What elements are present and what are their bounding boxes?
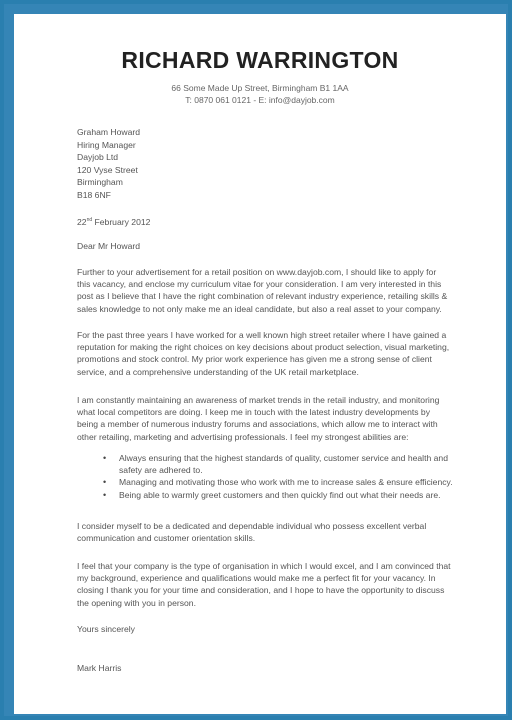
letter-date	[77, 214, 150, 228]
paragraph-line: the opening with you in person.	[77, 597, 196, 608]
recipient-line: B18 6NF	[77, 189, 111, 200]
list-item-text: Managing and motivating those who work with me to increase sales & ensure efficiency.	[119, 477, 453, 488]
list-item-text: Being able to warmly greet customers and then quickly find out what their needs are.	[119, 489, 441, 500]
bullet-icon: •	[103, 453, 107, 463]
abilities-list	[77, 452, 477, 501]
recipient-address	[77, 126, 140, 202]
paragraph-line: post as I believe that I have the right combination of relevant industry experience, retailing skills &	[77, 291, 448, 302]
paragraph-line: closing I thank you for your time and consideration, and I hope to have the opportunity to discuss	[77, 585, 445, 596]
paragraph-line: communication and customer orientation skills.	[77, 533, 256, 544]
paragraph-5	[77, 560, 472, 609]
paragraph-line: For the past three years I have worked for a well known high street retailer where I have gained a	[77, 330, 447, 340]
paragraph-2	[77, 329, 472, 378]
paragraph-line: Further to your advertisement for a retail position on www.dayjob.com, I should like to apply for	[77, 267, 437, 277]
closing: Yours sincerely	[77, 624, 135, 634]
list-item	[77, 476, 477, 488]
paragraph-line: my background, experience and qualifications would make me a perfect fit for your vacancy. In	[77, 573, 436, 584]
recipient-line: 120 Vyse Street	[77, 164, 138, 175]
signature-name: Mark Harris	[77, 663, 122, 673]
sender-address: 66 Some Made Up Street, Birmingham B1 1AA	[171, 83, 349, 93]
date-rest: February 2012	[94, 216, 151, 227]
list-item	[77, 489, 477, 501]
list-item-text: safety are adhered to.	[119, 465, 203, 476]
recipient-line: Graham Howard	[77, 127, 141, 137]
sender-name: RICHARD WARRINGTON	[121, 47, 399, 73]
bullet-icon: •	[103, 489, 107, 500]
paragraph-line: I am constantly maintaining an awareness of market trends in the retail industry, and monitoring	[77, 395, 440, 405]
recipient-line: Hiring Manager	[77, 139, 136, 150]
paragraph-line: what local competitors are doing. I keep me in touch with the latest industry developments by	[77, 407, 431, 418]
list-item-text: Always ensuring that the highest standards of quality, customer service and health and	[119, 453, 448, 463]
sender-contact: T: 0870 061 0121 - E: info@dayjob.com	[185, 95, 335, 105]
date-suffix: nd	[86, 217, 93, 223]
paragraph-line: other retailing, marketing and advertising professionals. I feel my strongest abilities are:	[77, 431, 409, 442]
paragraph-4	[77, 520, 472, 544]
paragraph-1	[77, 266, 472, 315]
paragraph-line: sales knowledge to not only make me an ideal candidate, but also a real asset to your company.	[77, 303, 442, 314]
paragraph-line: I feel that your company is the type of organisation in which I would excel, and I am convinced that	[77, 561, 451, 571]
list-item	[77, 452, 477, 476]
recipient-line: Dayjob Ltd	[77, 152, 119, 163]
paragraph-line: I consider myself to be a dedicated and dependable individual who possess excellent verbal	[77, 521, 427, 531]
paragraph-line: reputation for making the right choices on key decisions about product selection, visual marketing,	[77, 342, 450, 353]
salutation: Dear Mr Howard	[77, 241, 141, 251]
date-day: 22	[77, 216, 87, 227]
letter-page	[14, 14, 506, 714]
page-frame	[4, 4, 508, 716]
paragraph-3	[77, 394, 472, 443]
bullet-icon: •	[103, 477, 107, 488]
paragraph-line: this vacancy, and enclose my curriculum vitae for your consideration. I am very interested in this	[77, 279, 442, 290]
paragraph-line: promotions and stock control. My prior work experience has given me a strong sense of client	[77, 354, 432, 365]
paragraph-line: service, and a comprehensive understanding of the UK retail marketplace.	[77, 366, 359, 377]
recipient-line: Birmingham	[77, 177, 123, 188]
paragraph-line: being a member of numerous industry forums and associations, which allow me to interact with	[77, 419, 438, 430]
